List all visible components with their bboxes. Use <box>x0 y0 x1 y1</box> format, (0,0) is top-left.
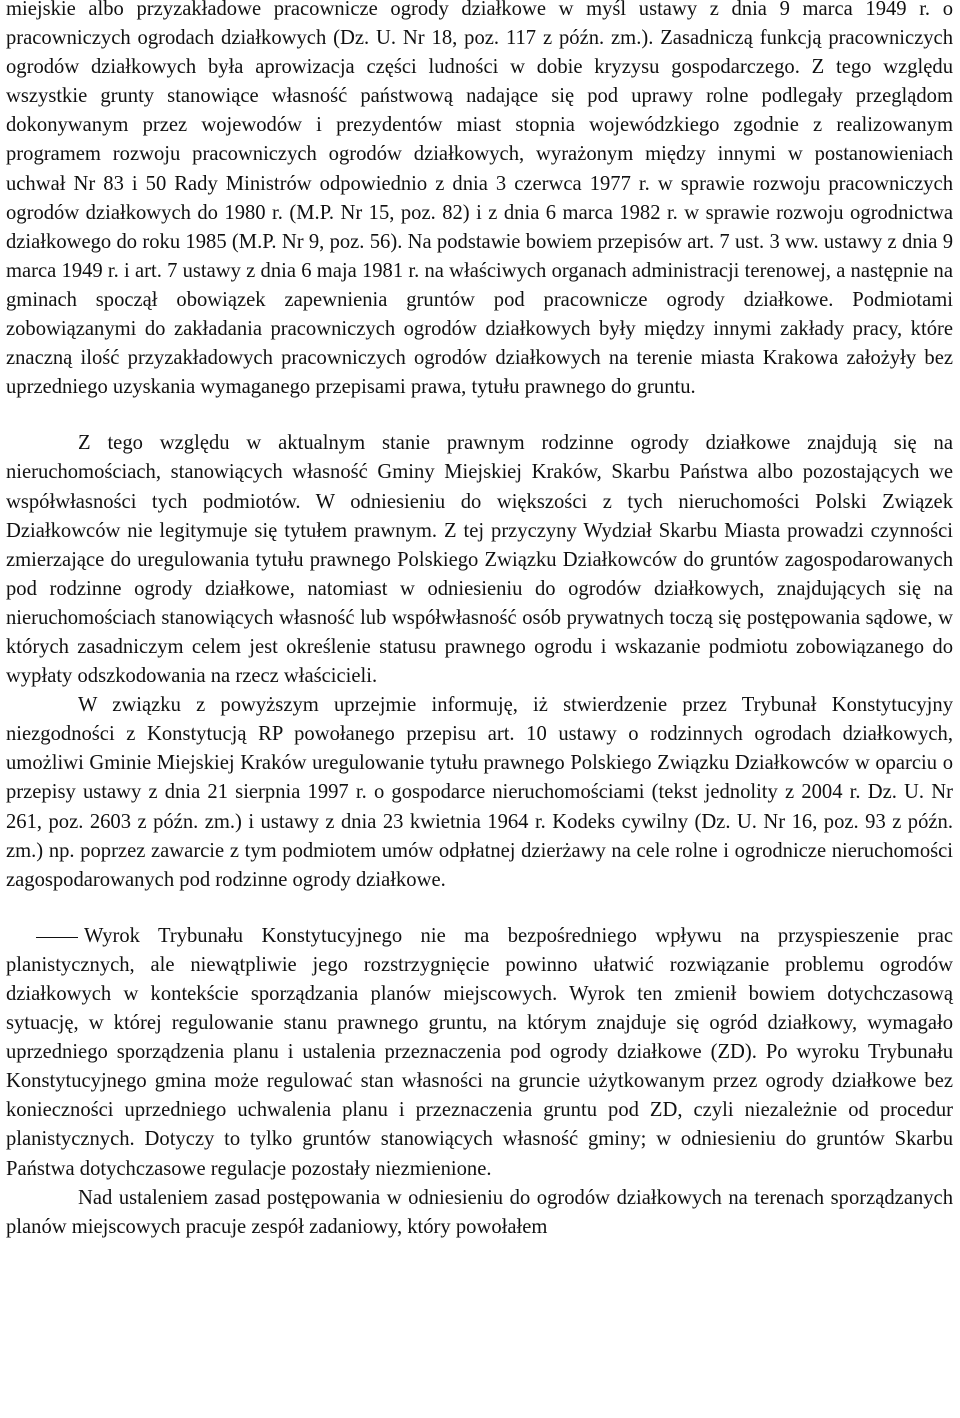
paragraph-legal-status: Z tego względu w aktualnym stanie prawnym rodzinne ogrody działkowe znajdują się na nieruchomościach, stanowiących własność Gminy Miejskiej Kraków, Skarbu Państwa albo pozostających we współwłasności tych podmiotów. W odniesieniu do większości z tych nieruchomości Polski Związek Działkowców nie legitymuje się tytułem prawnym. Z tej przyczyny Wydział Skarbu Miasta prowadzi czynności zmierzające do uregulowania tytułu prawnego Polskiego Związku Działkowców do gruntów zagospodarowanych pod rodzinne ogrody działkowe, natomiast w odniesieniu do ogrodów działkowych, znajdujących się na nieruchomościach stanowiących własność lub współwłasność osób prywatnych toczą się postępowania sądowe, w których zasadniczym celem jest określenie statusu prawnego ogrodu i wskazanie podmiotu zobowiązanego do wypłaty odszkodowania na rzecz właścicieli. <box>6 432 953 688</box>
paragraph-history: miejskie albo przyzakładowe pracownicze ogrody działkowe w myśl ustawy z dnia 9 marca 1949 r. o pracowniczych ogrodach działkowych (Dz. U. Nr 18, poz. 117 z późn. zm.). Zasadniczą funkcją pracowniczych ogrodów działkowych była aprowizacja części ludności w dobie kryzysu gospodarczego. Z tego względu wszystkie grunty stanowiące własność państwową nadające się pod uprawy rolne podlegały przeglądom dokonywanym przez wojewodów i prezydentów miast stopnia wojewódzkiego zgodnie z realizowanym programem rozwoju pracowniczych ogrodów działkowych, wyrażonym między innymi w postanowieniach uchwał Nr 83 i 50 Rady Ministrów odpowiednio z dnia 3 czerwca 1977 r. w sprawie rozwoju pracowniczych ogrodów działkowych do 1980 r. (M.P. Nr 15, poz. 82) i z dnia 6 marca 1982 r. w sprawie rozwoju ogrodnictwa działkowego do roku 1985 (M.P. Nr 9, poz. 56). Na podstawie bowiem przepisów art. 7 ust. 3 ww. ustawy z dnia 9 marca 1949 r. i art. 7 ustawy z dnia 6 maja 1981 r. na właściwych organach administracji terenowej, a następnie na gminach spoczął obowiązek zapewnienia gruntów pod pracownicze ogrody działkowe. Podmiotami zobowiązanymi do zakładania pracowniczych ogrodów działkowych były między innymi zakłady pracy, które znaczną ilość przyzakładowych pracowniczych ogrodów działkowych na terenie miasta Krakowa założyły bez uprzedniego uzyskania wymaganego przepisami prawa, tytułu prawnego do gruntu. <box>6 0 953 399</box>
document-page <box>6 0 953 1242</box>
paragraph-task-team: Nad ustaleniem zasad postępowania w odniesieniu do ogrodów działkowych na terenach sporządzanych planów miejscowych pracuje zespół zadaniowy, który powołałem <box>6 1186 953 1238</box>
paragraph-planning-impact <box>6 922 953 1184</box>
paragraph-planning-impact-text: Wyrok Trybunału Konstytucyjnego nie ma bezpośredniego wpływu na przyspieszenie prac planistycznych, ale niewątpliwie jego rozstrzygnięcie powinno ułatwić rozwiązanie problemu ogrodów działkowych w kontekście sporządzania planów miejscowych. Wyrok ten zmienił bowiem dotychczasową sytuację, w której regulowanie stanu prawnego gruntu, na którym znajduje się ogród działkowy, wymagało uprzedniego sporządzenia planu i ustalenia przeznaczenia pod ogrody działkowe (ZD). Po wyroku Trybunału Konstytucyjnego gmina może regulować stan własności na gruncie użytkowanym przez ogrody działkowe bez konieczności uprzedniego uchwalenia planu i przeznaczenia gruntu pod ZD, czyli niezależnie od procedur planistycznych. Dotyczy to tylko gruntów stanowiących własność gminy; w odniesieniu do gruntów Skarbu Państwa dotychczasowe regulacje pozostały niezmienione. <box>6 924 953 1180</box>
em-dash-marker <box>36 937 78 938</box>
paragraph-tribunal-ruling: W związku z powyższym uprzejmie informuję, iż stwierdzenie przez Trybunał Konstytucyjny niezgodności z Konstytucją RP powołanego przepisu art. 10 ustawy o rodzinnych ogrodach działkowych, umożliwi Gminie Miejskiej Kraków uregulowanie tytułu prawnego Polskiego Związku Działkowców w oparciu o przepisy ustawy z dnia 21 sierpnia 1997 r. o gospodarce nieruchomościami (tekst jednolity z 2004 r. Dz. U. Nr 261, poz. 2603 z późn. zm.) i ustawy z dnia 23 kwietnia 1964 r. Kodeks cywilny (Dz. U. Nr 16, poz. 93 z późn. zm.) np. poprzez zawarcie z tym podmiotem umów odpłatnej dzierżawy na cele rolne i ogrodnicze nieruchomości zagospodarowanych pod rodzinne ogrody działkowe. <box>6 694 953 891</box>
